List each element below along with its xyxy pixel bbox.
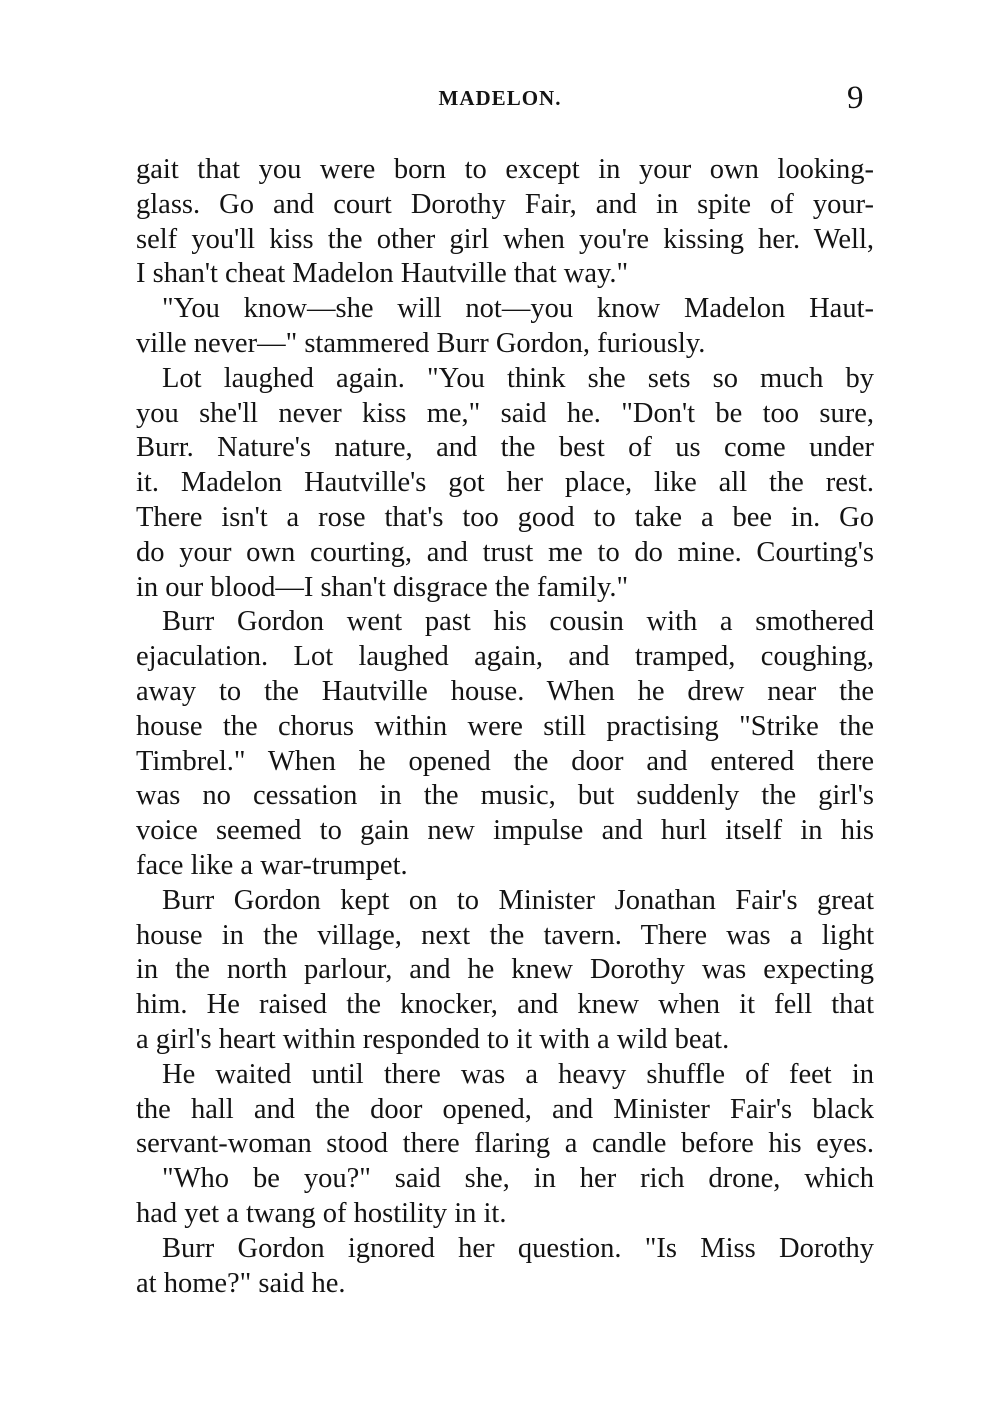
text-line: you she'll never kiss me," said he. "Don't be too sure, bbox=[136, 397, 874, 429]
text-line: Burr Gordon kept on to Minister Jonathan Fair's great bbox=[162, 884, 874, 916]
text-line: face like a war-trumpet. bbox=[136, 849, 408, 881]
text-line: glass. Go and court Dorothy Fair, and in spite of your- bbox=[136, 188, 874, 220]
text-line: house in the village, next the tavern. There was a light bbox=[136, 919, 874, 951]
text-line: voice seemed to gain new impulse and hurl itself in his bbox=[136, 815, 874, 847]
text-line: him. He raised the knocker, and knew when it fell that bbox=[136, 989, 874, 1021]
text-line: "Who be you?" said she, in her rich drone, which bbox=[162, 1163, 874, 1195]
text-line: Timbrel." When he opened the door and entered there bbox=[136, 745, 874, 777]
text-line: There isn't a rose that's too good to take a bee in. Go bbox=[136, 501, 874, 533]
text-line: gait that you were born to except in your own looking- bbox=[136, 154, 874, 185]
text-line: ville never—" stammered Burr Gordon, furiously. bbox=[136, 327, 706, 359]
text-line: Burr Gordon went past his cousin with a smothered bbox=[162, 606, 874, 638]
text-line: had yet a twang of hostility in it. bbox=[136, 1197, 507, 1229]
text-line: at home?" said he. bbox=[136, 1267, 346, 1299]
text-line: "You know—she will not—you know Madelon Haut- bbox=[162, 293, 874, 325]
running-title: MADELON. bbox=[438, 86, 562, 110]
text-line: Burr Gordon ignored her question. "Is Miss Dorothy bbox=[162, 1232, 874, 1264]
running-head bbox=[0, 80, 1000, 126]
body-text bbox=[136, 153, 874, 1301]
text-line: He waited until there was a heavy shuffle of feet in bbox=[162, 1058, 874, 1090]
text-line: Burr. Nature's nature, and the best of us come under bbox=[136, 432, 874, 464]
text-line: house the chorus within were still practising "Strike the bbox=[136, 710, 874, 742]
text-line: self you'll kiss the other girl when you're kissing her. Well, bbox=[136, 223, 874, 255]
text-line: in the north parlour, and he knew Dorothy was expecting bbox=[136, 954, 874, 986]
text-line: the hall and the door opened, and Minister Fair's black bbox=[136, 1093, 874, 1125]
text-line: ejaculation. Lot laughed again, and tramped, coughing, bbox=[136, 641, 874, 673]
text-line: I shan't cheat Madelon Hautville that way." bbox=[136, 258, 629, 290]
text-line: it. Madelon Hautville's got her place, like all the rest. bbox=[136, 467, 874, 499]
text-line: was no cessation in the music, but suddenly the girl's bbox=[136, 780, 874, 812]
text-line: servant-woman stood there flaring a candle before his eyes. bbox=[136, 1128, 874, 1160]
text-line: do your own courting, and trust me to do mine. Courting's bbox=[136, 536, 874, 568]
page-number: 9 bbox=[847, 80, 864, 116]
text-line: a girl's heart within responded to it with a wild beat. bbox=[136, 1023, 730, 1055]
text-line: away to the Hautville house. When he drew near the bbox=[136, 675, 874, 707]
text-line: in our blood—I shan't disgrace the family." bbox=[136, 571, 629, 603]
text-line: Lot laughed again. "You think she sets so much by bbox=[162, 362, 874, 394]
